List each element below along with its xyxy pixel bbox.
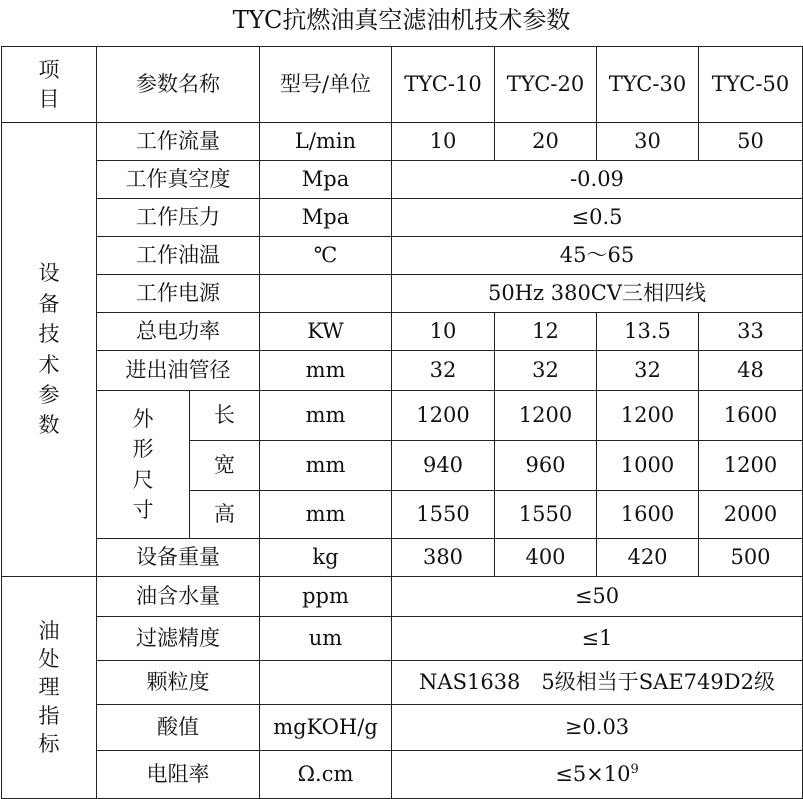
param-name: 电阻率 [97, 751, 260, 799]
table-row [2, 751, 803, 799]
value-cell: 30 [597, 123, 699, 161]
unit: ℃ [260, 237, 392, 275]
value-cell: 48 [699, 351, 803, 391]
value-cell: 400 [495, 539, 597, 577]
header-param-name: 参数名称 [97, 47, 260, 123]
unit: mm [260, 441, 392, 491]
table-row [2, 705, 803, 751]
table-row [2, 313, 803, 351]
value-cell: 32 [495, 351, 597, 391]
param-name: 酸值 [97, 705, 260, 751]
dimensions-label: 外形尺寸 [97, 391, 190, 539]
header-model-4: TYC-50 [699, 47, 803, 123]
param-name: 过滤精度 [97, 617, 260, 661]
value-cell: ≤0.5 [392, 199, 803, 237]
value-cell: -0.09 [392, 161, 803, 199]
value-cell: 1550 [495, 491, 597, 539]
param-name: 工作真空度 [97, 161, 260, 199]
table-row [2, 661, 803, 705]
value-cell: 32 [392, 351, 495, 391]
value-cell: 380 [392, 539, 495, 577]
table-row [2, 539, 803, 577]
resistivity-exponent: 9 [630, 762, 639, 778]
value-cell: 10 [392, 123, 495, 161]
param-name: 高 [190, 491, 260, 539]
value-cell: 1600 [597, 491, 699, 539]
header-row [2, 47, 803, 123]
table-row [2, 617, 803, 661]
unit: mm [260, 351, 392, 391]
unit: kg [260, 539, 392, 577]
header-unit: 型号/单位 [260, 47, 392, 123]
value-cell: 33 [699, 313, 803, 351]
value-cell: 45～65 [392, 237, 803, 275]
unit: ppm [260, 577, 392, 617]
group-oil-label: 油处理指标 [2, 577, 97, 799]
page-title: TYC抗燃油真空滤油机技术参数 [232, 6, 571, 34]
unit [260, 661, 392, 705]
value-cell: 12 [495, 313, 597, 351]
param-name: 总电功率 [97, 313, 260, 351]
unit: KW [260, 313, 392, 351]
unit: mm [260, 391, 392, 441]
value-cell: 1200 [392, 391, 495, 441]
header-model-2: TYC-20 [495, 47, 597, 123]
value-cell: 32 [597, 351, 699, 391]
value-cell: 960 [495, 441, 597, 491]
param-name: 进出油管径 [97, 351, 260, 391]
param-name: 宽 [190, 441, 260, 491]
value-cell: 1000 [597, 441, 699, 491]
table-row [2, 199, 803, 237]
group-equipment-label: 设备技术参数 [2, 123, 97, 577]
header-model-3: TYC-30 [597, 47, 699, 123]
table-row [2, 391, 803, 441]
table-row [2, 275, 803, 313]
value-cell: 1600 [699, 391, 803, 441]
table-row [2, 351, 803, 391]
param-name: 工作油温 [97, 237, 260, 275]
value-cell: 420 [597, 539, 699, 577]
table-row [2, 161, 803, 199]
resistivity-base: ≤5×10 [555, 762, 631, 787]
value-cell [392, 751, 803, 799]
value-cell: 1550 [392, 491, 495, 539]
value-cell: ≥0.03 [392, 705, 803, 751]
value-cell: NAS1638 5级相当于SAE749D2级 [392, 661, 803, 705]
param-name: 油含水量 [97, 577, 260, 617]
param-name: 工作电源 [97, 275, 260, 313]
value-cell: 1200 [495, 391, 597, 441]
value-cell: 2000 [699, 491, 803, 539]
param-name: 工作压力 [97, 199, 260, 237]
spec-table [1, 46, 803, 799]
value-cell: ≤50 [392, 577, 803, 617]
unit: Mpa [260, 161, 392, 199]
table-row [2, 237, 803, 275]
unit: Mpa [260, 199, 392, 237]
unit [260, 275, 392, 313]
param-name: 工作流量 [97, 123, 260, 161]
param-name: 长 [190, 391, 260, 441]
param-name: 设备重量 [97, 539, 260, 577]
value-cell: 50 [699, 123, 803, 161]
header-model-1: TYC-10 [392, 47, 495, 123]
value-cell: 10 [392, 313, 495, 351]
unit: mgKOH/g [260, 705, 392, 751]
table-row [2, 123, 803, 161]
header-item: 项目 [2, 47, 97, 123]
value-cell: ≤1 [392, 617, 803, 661]
table-row [2, 577, 803, 617]
unit: mm [260, 491, 392, 539]
unit: Ω.cm [260, 751, 392, 799]
value-cell: 500 [699, 539, 803, 577]
param-name: 颗粒度 [97, 661, 260, 705]
unit: L/min [260, 123, 392, 161]
value-cell: 940 [392, 441, 495, 491]
unit: um [260, 617, 392, 661]
value-cell: 1200 [597, 391, 699, 441]
value-cell: 1200 [699, 441, 803, 491]
value-cell: 50Hz 380CV三相四线 [392, 275, 803, 313]
value-cell: 20 [495, 123, 597, 161]
value-cell: 13.5 [597, 313, 699, 351]
